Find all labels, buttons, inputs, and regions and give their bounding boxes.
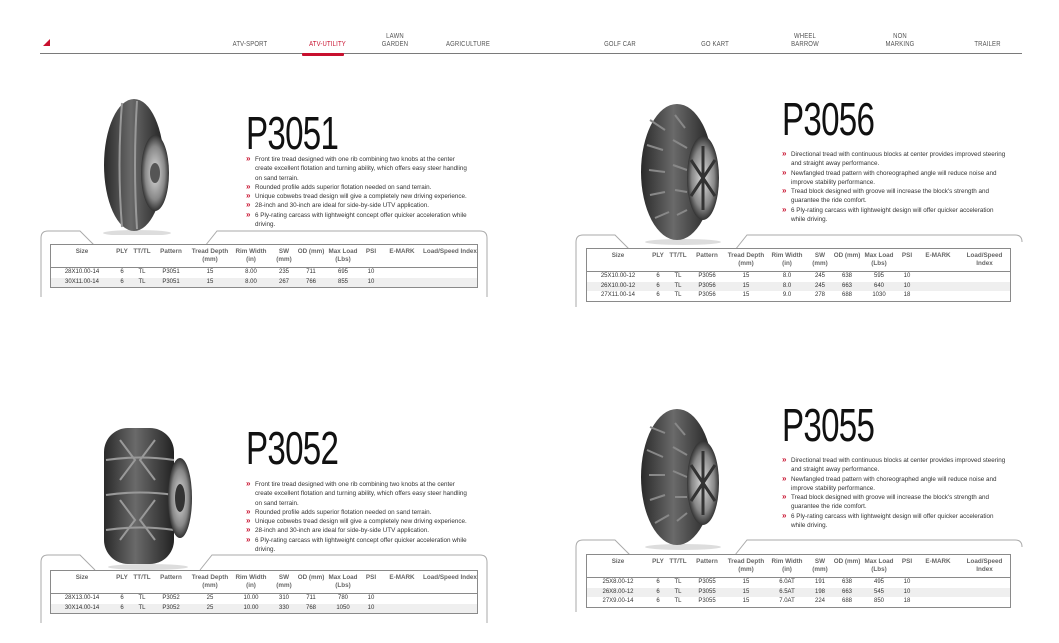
col-rim-width: Rim Width (in) [231, 245, 271, 268]
feature-item: » Unique cobwebs tread design will give a completely new driving experience. [246, 192, 471, 201]
table-cell: 25X8.00-12 [602, 579, 634, 585]
table-cell: 768 [297, 604, 325, 614]
col-tttl: TT/TL [131, 245, 153, 268]
table-row [587, 282, 1010, 292]
table-cell: P3051 [153, 278, 189, 288]
table-cell: 638 [841, 273, 852, 279]
feature-item: » Tread block designed with groove will increase the block's strength and guarantee the ride comfort. [782, 187, 1007, 206]
category-nav [40, 24, 1022, 54]
table-cell [381, 278, 423, 288]
col-emark: E-MARK [381, 245, 423, 268]
table-cell [423, 268, 477, 278]
table-cell [917, 272, 959, 282]
table-cell: 6 [113, 604, 131, 614]
feature-item: » Unique cobwebs tread design will give a completely new driving experience. [246, 517, 471, 526]
col-rim-width: Rim Width (in) [231, 571, 271, 594]
col-tread-depth: Tread Depth (mm) [189, 245, 231, 268]
table-cell: 688 [841, 598, 852, 604]
col-rim-width: Rim Width (in) [767, 555, 807, 578]
table-cell [381, 268, 423, 278]
table-cell: P3055 [689, 588, 725, 598]
feature-item: » Directional tread with continuous blocks at center provides improved steering and straight away performance. [782, 150, 1007, 169]
col-od: OD (mm) [297, 245, 325, 268]
table-cell: 766 [297, 278, 325, 288]
table-row [587, 588, 1010, 598]
table-cell [959, 578, 1010, 588]
table-cell: 15 [725, 588, 767, 598]
col-pattern: Pattern [689, 555, 725, 578]
table-cell: 10 [903, 273, 911, 279]
table-cell: 1050 [325, 604, 361, 614]
col-load-speed: Load/Speed Index [959, 555, 1010, 578]
table-cell: 8.0 [782, 273, 792, 279]
table-cell: TL [674, 273, 682, 279]
table-row [51, 604, 477, 614]
col-max-load: Max Load (Lbs) [325, 571, 361, 594]
table-cell: TL [138, 269, 146, 275]
nav-item-lawn-garden[interactable]: LAWN GARDEN [381, 33, 409, 48]
table-cell: 10.00 [231, 604, 271, 614]
table-cell [423, 594, 477, 604]
table-cell: 27X9.00-14 [602, 598, 634, 604]
table-cell: 10 [897, 282, 917, 292]
col-emark: E-MARK [917, 249, 959, 272]
table-cell: 18 [903, 598, 911, 604]
table-cell: 1030 [872, 292, 886, 298]
table-cell: 6 [656, 598, 660, 604]
nav-item-non-marking[interactable]: NON MARKING [885, 33, 915, 48]
col-psi: PSI [361, 571, 381, 594]
col-ply: PLY [113, 571, 131, 594]
table-cell: 25 [206, 595, 214, 601]
table-cell: 711 [306, 595, 316, 601]
table-cell: P3055 [698, 598, 716, 604]
nav-item-go-kart[interactable]: GO KART [701, 41, 729, 48]
feature-item: » 6 Ply-rating carcass with lightweight concept offer quicker acceleration while driving. [246, 211, 471, 230]
table-cell: 10 [361, 604, 381, 614]
table-cell [917, 588, 959, 598]
table-cell: 6 [656, 292, 660, 298]
col-tread-depth: Tread Depth (mm) [725, 249, 767, 272]
table-cell: 6.5AT [767, 588, 807, 598]
table-cell: 25X10.00-12 [600, 273, 636, 279]
col-psi: PSI [361, 245, 381, 268]
nav-item-atv-utility[interactable]: ATV-UTILITY [309, 41, 346, 48]
spec-table-p3051 [50, 244, 478, 288]
table-cell: 9.0 [782, 292, 792, 298]
table-cell: 235 [278, 269, 289, 275]
table-cell: 198 [807, 588, 833, 598]
feature-list [246, 480, 471, 554]
col-sw: SW (mm) [271, 245, 297, 268]
table-cell [959, 588, 1010, 598]
table-cell: 330 [271, 604, 297, 614]
model-title: P3056 [782, 93, 875, 145]
col-load-speed: Load/Speed Index [959, 249, 1010, 272]
feature-item: » 28-inch and 30-inch are ideal for side-by-side UTV application. [246, 201, 471, 210]
col-size: Size [587, 555, 649, 578]
col-pattern: Pattern [153, 245, 189, 268]
table-cell: 15 [206, 269, 214, 275]
table-cell: 224 [814, 598, 825, 604]
table-row [51, 594, 477, 604]
table-cell [917, 578, 959, 588]
table-cell [423, 278, 477, 288]
table-cell: 638 [841, 579, 852, 585]
col-pattern: Pattern [153, 571, 189, 594]
table-cell: P3056 [698, 292, 716, 298]
nav-item-golf-car[interactable]: GOLF CAR [604, 41, 636, 48]
table-cell [917, 282, 959, 292]
feature-item: » 6 Ply-rating carcass with lightweight concept offer quicker acceleration while driving. [246, 536, 471, 555]
table-cell: 28X13.00-14 [64, 595, 100, 601]
tire-image-p3052 [100, 420, 195, 570]
table-cell: 6 [656, 579, 660, 585]
table-cell: 495 [873, 579, 884, 585]
table-cell: 6 [649, 282, 667, 292]
table-cell: 10 [897, 588, 917, 598]
col-size: Size [51, 571, 113, 594]
table-cell: 15 [742, 273, 750, 279]
feature-list [782, 456, 1007, 530]
table-cell: 15 [742, 579, 750, 585]
table-cell: 711 [306, 269, 316, 275]
table-cell: TL [667, 588, 689, 598]
nav-item-trailer[interactable]: TRAILER [974, 41, 1001, 48]
col-psi: PSI [897, 555, 917, 578]
table-cell: 640 [861, 282, 897, 292]
model-title: P3055 [782, 399, 875, 451]
col-tttl: TT/TL [131, 571, 153, 594]
nav-item-agriculture[interactable]: AGRICULTURE [445, 41, 491, 48]
table-cell: 10 [367, 595, 375, 601]
col-tttl: TT/TL [667, 555, 689, 578]
table-cell [959, 597, 1010, 607]
table-cell: TL [674, 292, 682, 298]
table-cell: TL [674, 598, 682, 604]
table-cell: 245 [807, 282, 833, 292]
col-ply: PLY [649, 555, 667, 578]
col-ply: PLY [113, 245, 131, 268]
spec-table-p3056 [586, 248, 1011, 302]
tire-image-p3051 [97, 95, 177, 235]
table-cell: 245 [814, 273, 825, 279]
table-cell: 15 [742, 292, 750, 298]
table-cell: 278 [814, 292, 825, 298]
feature-item: » 28-inch and 30-inch are ideal for side-by-side UTV application. [246, 526, 471, 535]
table-cell: P3056 [689, 282, 725, 292]
feature-item: » Newfangled tread pattern with choreographed angle will reduce noise and improve stability performance. [782, 169, 1007, 188]
col-sw: SW (mm) [807, 249, 833, 272]
table-cell: 663 [833, 282, 861, 292]
table-cell: 6 [656, 273, 660, 279]
table-cell [917, 291, 959, 301]
brand-triangle-icon [43, 39, 50, 46]
feature-list [246, 155, 471, 229]
feature-item: » Rounded profile adds superior flotation needed on sand terrain. [246, 183, 471, 192]
table-cell: 30X11.00-14 [51, 278, 113, 288]
col-od: OD (mm) [297, 571, 325, 594]
table-row [587, 272, 1010, 282]
table-cell: 850 [873, 598, 884, 604]
table-cell: P3051 [162, 269, 180, 275]
feature-item: » 6 Ply-rating carcass with lightweight design will offer quicker acceleration while driving. [782, 206, 1007, 225]
table-cell: 26X10.00-12 [587, 282, 649, 292]
table-cell: 15 [742, 598, 750, 604]
table-cell: 26X8.00-12 [587, 588, 649, 598]
table-row [51, 268, 477, 278]
table-cell: TL [667, 282, 689, 292]
table-cell: 6 [120, 595, 124, 601]
table-cell: 10 [361, 278, 381, 288]
table-cell: 28X10.00-14 [64, 269, 100, 275]
table-cell: 10 [367, 269, 375, 275]
col-rim-width: Rim Width (in) [767, 249, 807, 272]
table-cell: 10 [903, 579, 911, 585]
col-max-load: Max Load (Lbs) [325, 245, 361, 268]
table-cell: 6 [113, 278, 131, 288]
model-title: P3052 [246, 422, 339, 474]
tire-image-p3055 [635, 405, 730, 550]
spec-table-p3055 [586, 554, 1011, 608]
col-tttl: TT/TL [667, 249, 689, 272]
table-cell [381, 604, 423, 614]
table-row [587, 597, 1010, 607]
table-cell: 310 [278, 595, 289, 601]
table-cell: 30X14.00-14 [51, 604, 113, 614]
col-max-load: Max Load (Lbs) [861, 249, 897, 272]
table-cell: 695 [337, 269, 348, 275]
table-row [587, 291, 1010, 301]
table-cell: 6 [120, 269, 124, 275]
col-psi: PSI [897, 249, 917, 272]
table-cell: TL [674, 579, 682, 585]
col-od: OD (mm) [833, 249, 861, 272]
active-tab-indicator [302, 53, 344, 56]
tire-image-p3056 [635, 100, 730, 245]
table-cell: 267 [271, 278, 297, 288]
col-pattern: Pattern [689, 249, 725, 272]
col-emark: E-MARK [917, 555, 959, 578]
col-load-speed: Load/Speed Index [423, 245, 477, 268]
feature-list [782, 150, 1007, 224]
table-cell: 545 [861, 588, 897, 598]
table-cell: P3056 [698, 273, 716, 279]
table-cell: 6 [649, 588, 667, 598]
col-load-speed: Load/Speed Index [423, 571, 477, 594]
table-cell [959, 272, 1010, 282]
col-emark: E-MARK [381, 571, 423, 594]
table-cell: P3052 [153, 604, 189, 614]
table-cell: 8.0 [767, 282, 807, 292]
table-cell: P3052 [162, 595, 180, 601]
table-cell: 15 [189, 278, 231, 288]
col-od: OD (mm) [833, 555, 861, 578]
table-cell: 8.00 [231, 278, 271, 288]
table-cell: 8.00 [245, 269, 257, 275]
model-title: P3051 [246, 107, 339, 159]
col-size: Size [587, 249, 649, 272]
col-tread-depth: Tread Depth (mm) [189, 571, 231, 594]
col-size: Size [51, 245, 113, 268]
table-cell: 18 [903, 292, 911, 298]
feature-item: » Front tire tread designed with one rib combining two knobs at the center create excellent flotation and turning ability, which offers easy steer handling on sand terrain. [246, 480, 471, 508]
feature-item: » Rounded profile adds superior flotation needed on sand terrain. [246, 508, 471, 517]
table-cell: 10.00 [243, 595, 259, 601]
col-tread-depth: Tread Depth (mm) [725, 555, 767, 578]
table-cell: TL [138, 595, 146, 601]
table-cell: 27X11.00-14 [601, 292, 635, 298]
col-max-load: Max Load (Lbs) [861, 555, 897, 578]
table-cell [423, 604, 477, 614]
feature-item: » 6 Ply-rating carcass with lightweight design will offer quicker acceleration while driving. [782, 512, 1007, 531]
table-row [587, 578, 1010, 588]
table-cell: TL [131, 604, 153, 614]
table-cell: 25 [189, 604, 231, 614]
nav-item-atv-sport[interactable]: ATV-SPORT [232, 41, 268, 48]
table-cell [381, 594, 423, 604]
table-cell: 663 [833, 588, 861, 598]
spec-table-p3052 [50, 570, 478, 614]
col-sw: SW (mm) [807, 555, 833, 578]
table-cell [959, 282, 1010, 292]
table-cell: 780 [337, 595, 348, 601]
table-cell [959, 291, 1010, 301]
table-cell: 688 [841, 292, 852, 298]
table-cell: 595 [873, 273, 884, 279]
table-cell: 6.0AT [779, 579, 795, 585]
table-cell [917, 597, 959, 607]
feature-item: » Newfangled tread pattern with choreographed angle will reduce noise and improve stability performance. [782, 475, 1007, 494]
feature-item: » Front tire tread designed with one rib combining two knobs at the center create excellent flotation and turning ability, which offers easy steer handling on sand terrain. [246, 155, 471, 183]
table-row [51, 278, 477, 288]
feature-item: » Tread block designed with groove will increase the block's strength and guarantee the ride comfort. [782, 493, 1007, 512]
table-cell: 855 [325, 278, 361, 288]
col-ply: PLY [649, 249, 667, 272]
feature-item: » Directional tread with continuous blocks at center provides improved steering and straight away performance. [782, 456, 1007, 475]
table-cell: 191 [814, 579, 825, 585]
nav-item-wheel-barrow[interactable]: WHEEL BARROW [791, 33, 819, 48]
table-cell: 7.0AT [779, 598, 795, 604]
col-sw: SW (mm) [271, 571, 297, 594]
table-cell: 15 [725, 282, 767, 292]
table-cell: P3055 [698, 579, 716, 585]
table-cell: TL [131, 278, 153, 288]
